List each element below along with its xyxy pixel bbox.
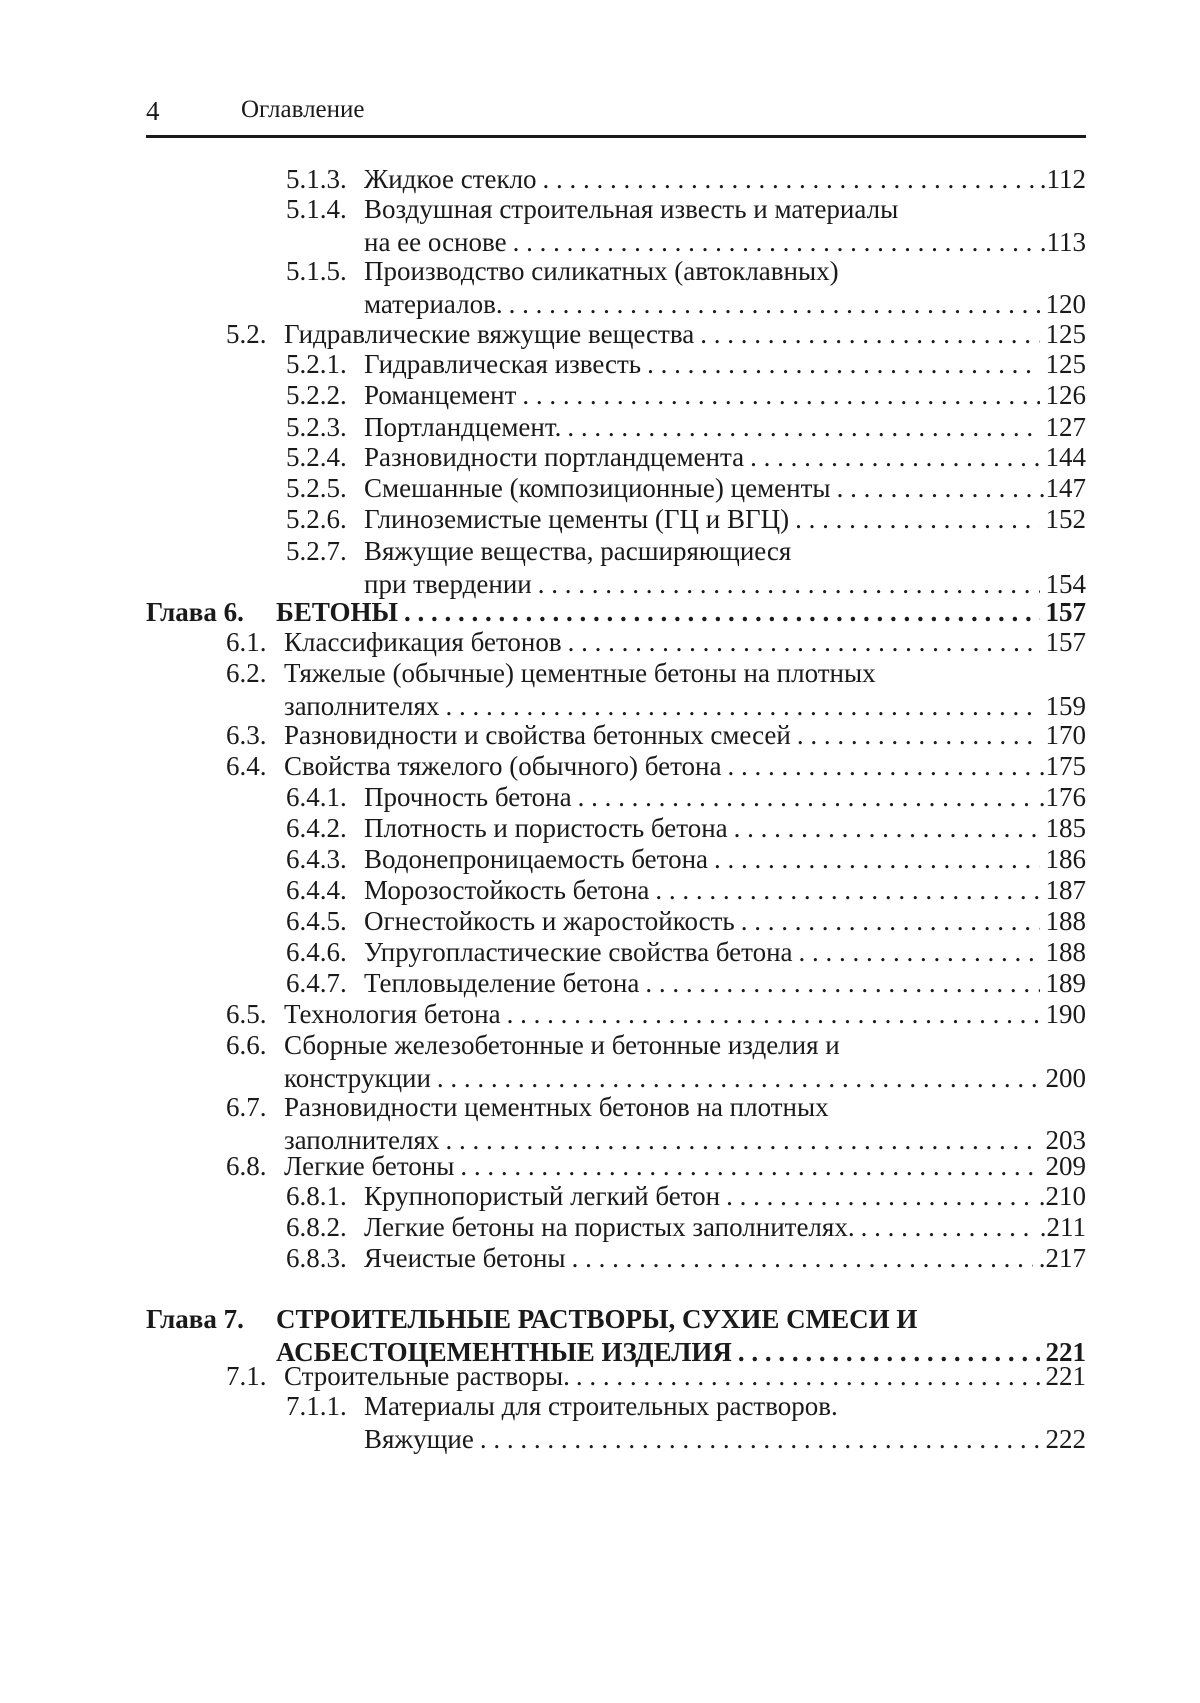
toc-entry-number: 5.2.5. bbox=[286, 473, 347, 503]
toc-entry-page: 159 bbox=[1045, 691, 1086, 721]
toc-entry-title-continuation: заполнителях bbox=[284, 691, 440, 721]
toc-entry bbox=[286, 1390, 1086, 1456]
toc-entry bbox=[286, 379, 1086, 412]
toc-entry-page: 188 bbox=[1045, 937, 1086, 967]
toc-entry bbox=[226, 1360, 1086, 1393]
toc-entry bbox=[226, 657, 1086, 723]
toc-entry-title: Прочность бетона bbox=[364, 782, 572, 812]
toc-entry-page: 189 bbox=[1045, 968, 1086, 998]
toc-entry-page: .175 bbox=[1038, 751, 1086, 781]
dot-leader bbox=[795, 503, 1039, 536]
toc-entry-title: Материалы для строительных растворов. bbox=[364, 1391, 838, 1421]
toc-entry-number: 6.2. bbox=[226, 658, 267, 688]
toc-entry-page: .211 bbox=[1039, 1212, 1086, 1242]
dot-leader bbox=[404, 596, 1039, 629]
toc-entry-title-continuation: конструкции bbox=[284, 1063, 431, 1093]
toc-entry bbox=[226, 719, 1086, 752]
toc-entry-title: Романцемент bbox=[364, 380, 517, 410]
toc-entry bbox=[286, 193, 1086, 259]
toc-entry bbox=[286, 781, 1086, 814]
toc-entry-title: Легкие бетоны bbox=[284, 1151, 455, 1181]
toc-entry-number: 6.4. bbox=[226, 751, 267, 781]
toc-entry bbox=[226, 1091, 1086, 1157]
toc-entry-title-continuation: Вяжущие bbox=[364, 1424, 474, 1454]
toc-entry-number: 6.4.7. bbox=[286, 968, 347, 998]
toc-entry-number: 6.4.6. bbox=[286, 937, 347, 967]
toc-entry-page: 144 bbox=[1045, 442, 1086, 472]
dot-leader bbox=[567, 411, 1039, 444]
toc-entry-number: 5.2. bbox=[226, 319, 267, 349]
toc-entry-title: Сборные железобетонные и бетонные изделия и bbox=[284, 1030, 840, 1060]
toc-entry-number: 5.1.4. bbox=[286, 194, 347, 224]
toc-entry-number: 5.2.7. bbox=[286, 536, 347, 566]
toc-entry-page: 221 bbox=[1045, 1361, 1086, 1391]
toc-entry-page: 170 bbox=[1045, 720, 1086, 750]
toc-entry bbox=[226, 318, 1086, 351]
toc-entry bbox=[286, 1211, 1086, 1244]
dot-leader bbox=[576, 1360, 1040, 1393]
toc-entry bbox=[286, 163, 1086, 196]
toc-entry-number: 6.8.2. bbox=[286, 1212, 347, 1242]
toc-entry-number: 6.7. bbox=[226, 1092, 267, 1122]
toc-entry-page: 186 bbox=[1045, 844, 1086, 874]
toc-entry-title: Производство силикатных (автоклавных) bbox=[364, 256, 839, 286]
toc-entry-title: Глиноземистые цементы (ГЦ и ВГЦ) bbox=[364, 504, 790, 534]
dot-leader bbox=[700, 318, 1039, 351]
toc-entry-number: 6.3. bbox=[226, 720, 267, 750]
dot-leader bbox=[645, 967, 1039, 1000]
toc-entry-number: 6.6. bbox=[226, 1030, 267, 1060]
toc-entry bbox=[286, 812, 1086, 845]
toc-entry-title: Смешанные (композиционные) цементы bbox=[364, 473, 831, 503]
dot-leader bbox=[578, 781, 1033, 814]
toc-entry bbox=[286, 535, 1086, 601]
toc-entry-page: 125 bbox=[1045, 349, 1086, 379]
toc-entry-page: 222 bbox=[1045, 1424, 1086, 1454]
toc-entry-number: 6.8.3. bbox=[286, 1243, 347, 1273]
toc-entry-page: 152 bbox=[1045, 504, 1086, 534]
toc-entry-title: Ячеистые бетоны bbox=[364, 1243, 566, 1273]
toc-entry-title: Водонепроницаемость бетона bbox=[364, 844, 709, 874]
dot-leader bbox=[727, 750, 1032, 783]
toc-entry-title: Гидравлические вяжущие вещества bbox=[284, 319, 695, 349]
toc-entry-page: 203 bbox=[1045, 1125, 1086, 1155]
toc-entry-number: 5.1.5. bbox=[286, 256, 347, 286]
header-divider bbox=[146, 135, 1086, 138]
toc-entry-number: 6.8. bbox=[226, 1151, 267, 1181]
toc-entry-title: БЕТОНЫ bbox=[276, 597, 399, 627]
dot-leader bbox=[734, 812, 1040, 845]
toc-entry-page: 188 bbox=[1045, 906, 1086, 936]
toc-entry-title: Плотность и пористость бетона bbox=[364, 813, 728, 843]
toc-entry-title: Строительные растворы. bbox=[284, 1361, 570, 1391]
dot-leader bbox=[572, 1242, 1033, 1275]
toc-entry-number: 5.1.3. bbox=[286, 164, 347, 194]
toc-entry-number: 5.2.1. bbox=[286, 349, 347, 379]
dot-leader bbox=[655, 874, 1039, 907]
toc-entry bbox=[286, 411, 1086, 444]
toc-entry-number: 5.2.2. bbox=[286, 380, 347, 410]
toc-entry-title: Тяжелые (обычные) цементные бетоны на плотных bbox=[284, 658, 876, 688]
toc-entry bbox=[286, 905, 1086, 938]
toc-entry-title: Легкие бетоны на пористых заполнителях. bbox=[364, 1212, 855, 1242]
toc-entry-page: .210 bbox=[1038, 1181, 1086, 1211]
toc-entry bbox=[286, 348, 1086, 381]
toc-entry-number: 5.2.6. bbox=[286, 504, 347, 534]
toc-entry-title: Жидкое стекло bbox=[364, 164, 537, 194]
toc-entry bbox=[286, 1242, 1086, 1275]
dot-leader bbox=[509, 288, 1040, 321]
toc-entry-title: Классификация бетонов bbox=[284, 627, 562, 657]
toc-entry bbox=[286, 472, 1086, 505]
dot-leader bbox=[837, 472, 1033, 505]
toc-entry-title: Огнестойкость и жаростойкость bbox=[364, 906, 735, 936]
toc-entry bbox=[286, 967, 1086, 1000]
toc-entry-page: 221 bbox=[1045, 1337, 1086, 1367]
toc-entry-title: Упругопластические свойства бетона bbox=[364, 937, 793, 967]
toc-entry-title: Портландцемент. bbox=[364, 412, 562, 442]
dot-leader bbox=[799, 936, 1040, 969]
toc-entry-title: Вяжущие вещества, расширяющиеся bbox=[364, 536, 792, 566]
toc-entry-page: 120 bbox=[1045, 289, 1086, 319]
toc-entry-title: Морозостойкость бетона bbox=[364, 875, 650, 905]
toc-entry-title: Воздушная строительная известь и материалы bbox=[364, 194, 899, 224]
toc-entry bbox=[286, 1180, 1086, 1213]
toc-entry-number: 6.5. bbox=[226, 999, 267, 1029]
toc-entry-page: 157 bbox=[1045, 597, 1086, 627]
toc-entry-title: Гидравлическая известь bbox=[364, 349, 642, 379]
dot-leader bbox=[568, 626, 1040, 659]
toc-entry-page: 190 bbox=[1045, 999, 1086, 1029]
toc-entry bbox=[286, 936, 1086, 969]
page-number: 4 bbox=[146, 96, 160, 126]
toc-entry-number: 5.2.3. bbox=[286, 412, 347, 442]
dot-leader bbox=[647, 348, 1039, 381]
toc-entry-page: 187 bbox=[1045, 875, 1086, 905]
toc-entry bbox=[286, 874, 1086, 907]
toc-entry bbox=[226, 998, 1086, 1031]
toc-entry-number: 6.4.1. bbox=[286, 782, 347, 812]
toc-entry-title-continuation: АСБЕСТОЦЕМЕНТНЫЕ ИЗДЕЛИЯ bbox=[276, 1337, 732, 1367]
toc-entry-page: .112 bbox=[1039, 164, 1086, 194]
toc-entry-number: Глава 6. bbox=[146, 597, 244, 627]
running-header bbox=[146, 96, 1086, 136]
running-title: Оглавление bbox=[241, 96, 365, 123]
toc-entry bbox=[226, 750, 1086, 783]
toc-entry-number: 6.1. bbox=[226, 627, 267, 657]
toc-entry-number: 6.8.1. bbox=[286, 1181, 347, 1211]
toc-entry-page: 126 bbox=[1045, 380, 1086, 410]
dot-leader bbox=[726, 1180, 1033, 1213]
toc-entry bbox=[226, 1029, 1086, 1095]
toc-entry-page: 125 bbox=[1045, 319, 1086, 349]
dot-leader bbox=[522, 379, 1039, 412]
dot-leader bbox=[861, 1211, 1034, 1244]
toc-entry-title: Крупнопористый легкий бетон bbox=[364, 1181, 721, 1211]
toc-entry-page: .176 bbox=[1038, 782, 1086, 812]
toc-entry-page: 157 bbox=[1045, 627, 1086, 657]
toc-entry-title-continuation: при твердении bbox=[364, 569, 532, 599]
toc-entry-title: Разновидности и свойства бетонных смесей bbox=[284, 720, 791, 750]
toc-entry-page: 200 bbox=[1045, 1063, 1086, 1093]
toc-entry-number: Глава 7. bbox=[146, 1304, 244, 1334]
toc-entry-title-continuation: материалов. bbox=[364, 289, 503, 319]
toc-entry bbox=[286, 441, 1086, 474]
dot-leader bbox=[714, 843, 1039, 876]
toc-entry-title: Тепловыделение бетона bbox=[364, 968, 640, 998]
toc-entry-page: .217 bbox=[1038, 1243, 1086, 1273]
toc-entry-title: СТРОИТЕЛЬНЫЕ РАСТВОРЫ, СУХИЕ СМЕСИ И bbox=[276, 1304, 918, 1334]
toc-entry-title-continuation: на ее основе bbox=[364, 227, 507, 257]
dot-leader bbox=[750, 441, 1039, 474]
toc-entry-number: 7.1. bbox=[226, 1361, 267, 1391]
toc-entry bbox=[286, 503, 1086, 536]
dot-leader bbox=[543, 163, 1034, 196]
toc-entry-page: .113 bbox=[1039, 227, 1086, 257]
toc-entry-title: Свойства тяжелого (обычного) бетона bbox=[284, 751, 722, 781]
toc-entry bbox=[226, 1150, 1086, 1183]
toc-entry-number: 6.4.5. bbox=[286, 906, 347, 936]
toc-entry bbox=[286, 843, 1086, 876]
toc-entry-number: 6.4.2. bbox=[286, 813, 347, 843]
toc-entry bbox=[286, 255, 1086, 321]
dot-leader bbox=[797, 719, 1040, 752]
toc-entry-title: Разновидности цементных бетонов на плотных bbox=[284, 1092, 829, 1122]
dot-leader bbox=[507, 998, 1040, 1031]
toc-entry-title: Технология бетона bbox=[284, 999, 501, 1029]
toc-entry-title: Разновидности портландцемента bbox=[364, 442, 745, 472]
toc-entry-page: 209 bbox=[1045, 1151, 1086, 1181]
toc-entry-page: 127 bbox=[1045, 412, 1086, 442]
toc-entry-page: 185 bbox=[1045, 813, 1086, 843]
toc-entry-title-continuation: заполнителях bbox=[284, 1125, 440, 1155]
toc-entry-number: 6.4.4. bbox=[286, 875, 347, 905]
toc-entry-number: 5.2.4. bbox=[286, 442, 347, 472]
dot-leader bbox=[460, 1150, 1039, 1183]
dot-leader bbox=[741, 905, 1040, 938]
toc-chapter-entry bbox=[146, 596, 1086, 629]
toc-entry-number: 7.1.1. bbox=[286, 1391, 347, 1421]
dot-leader bbox=[480, 1423, 1040, 1456]
toc-entry-number: 6.4.3. bbox=[286, 844, 347, 874]
toc-entry bbox=[226, 626, 1086, 659]
toc-entry-page: 154 bbox=[1045, 569, 1086, 599]
toc-entry-page: .147 bbox=[1038, 473, 1086, 503]
